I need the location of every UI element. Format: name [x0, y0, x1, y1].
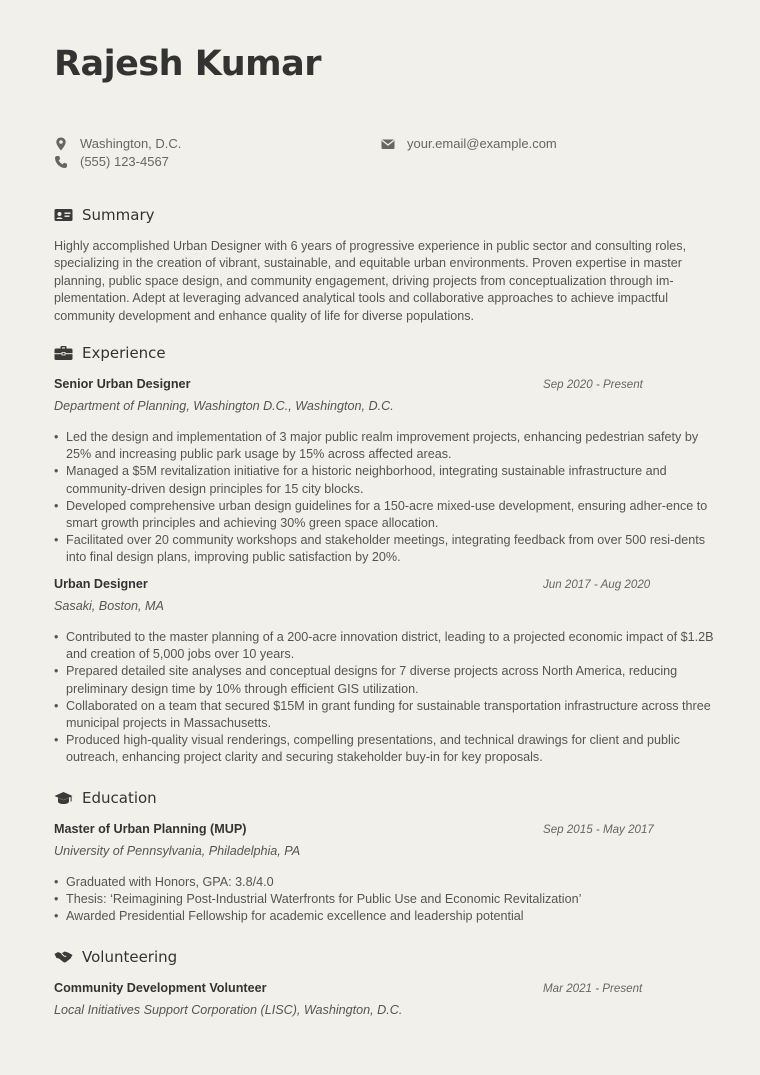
summary-text: Highly accomplished Urban Designer with 6 years of progressive experience in public sector and consulting roles, specializing in the creation of vibrant, sustainable, and equitable urban environments. Proven expertise in master planning, public space design, and community engagement, driving projects from conceptualization through im-plementation. Adept at leveraging advanced analytical tools and collaborative approaches to achieve impactful community development and enhance quality of life for diverse populations.	[54, 239, 687, 323]
candidate-name: Rajesh Kumar	[54, 44, 322, 84]
id-card-icon	[54, 207, 73, 223]
bullet-item: • Graduated with Honors, GPA: 3.8/4.0	[54, 874, 714, 891]
job-title: Senior Urban Designer	[54, 377, 191, 391]
bullet-item: • Facilitated over 20 community workshops and stakeholder meetings, integrating feedback from over 500 resi-dents into final design plans, improving public satisfaction by 20%.	[54, 532, 714, 566]
education-heading	[54, 789, 157, 807]
email-text[interactable]: your.email@example.com	[407, 136, 557, 151]
degree-title: Master of Urban Planning (MUP)	[54, 822, 247, 836]
envelope-icon	[381, 137, 395, 151]
job-bullets	[54, 629, 714, 767]
volunteer-date: Mar 2021 - Present	[543, 982, 643, 995]
briefcase-icon	[54, 345, 73, 361]
job-bullets	[54, 429, 714, 567]
phone-text: (555) 123-4567	[80, 154, 169, 169]
bullet-item: • Prepared detailed site analyses and conceptual designs for 7 diverse projects across North America, reducing preliminary design time by 10% through efficient GIS utilization.	[54, 663, 714, 697]
graduation-cap-icon	[54, 790, 73, 806]
job-organization: Department of Planning, Washington D.C., Washington, D.C.	[54, 399, 394, 413]
summary-heading-text: Summary	[82, 206, 155, 224]
bullet-item: • Developed comprehensive urban design guidelines for a 150-acre mixed-use development, ensuring adher-ence to smart growth principles and achieving 30% green space allocation.	[54, 498, 714, 532]
volunteer-organization: Local Initiatives Support Corporation (LISC), Washington, D.C.	[54, 1003, 403, 1017]
map-pin-icon	[54, 137, 68, 151]
volunteering-heading	[54, 948, 177, 966]
job-title: Urban Designer	[54, 577, 148, 591]
phone-icon	[54, 155, 68, 169]
bullet-item: • Awarded Presidential Fellowship for academic excellence and leadership potential	[54, 908, 714, 925]
school-name: University of Pennsylvania, Philadelphia, PA	[54, 844, 301, 858]
experience-heading-text: Experience	[82, 344, 166, 362]
summary-heading	[54, 206, 155, 224]
education-heading-text: Education	[82, 789, 157, 807]
contact-email	[381, 136, 557, 151]
handshake-icon	[54, 949, 73, 965]
location-text: Washington, D.C.	[80, 136, 182, 151]
education-bullets	[54, 874, 714, 926]
contact-phone	[54, 154, 169, 169]
contact-location	[54, 136, 181, 151]
bullet-item: • Led the design and implementation of 3 major public realm improvement projects, enhancing pedestrian safety by 25% and increasing public park usage by 15% across affected areas.	[54, 429, 714, 463]
bullet-item: • Thesis: ‘Reimagining Post-Industrial Waterfronts for Public Use and Economic Revitalization’	[54, 891, 714, 908]
job-organization: Sasaki, Boston, MA	[54, 599, 164, 613]
bullet-item: • Contributed to the master planning of a 200-acre innovation district, leading to a projected economic impact of $1.2B and creation of 5,000 jobs over 10 years.	[54, 629, 714, 663]
education-date: Sep 2015 - May 2017	[543, 823, 654, 836]
volunteer-title: Community Development Volunteer	[54, 981, 267, 995]
experience-heading	[54, 344, 166, 362]
bullet-item: • Produced high-quality visual renderings, compelling presentations, and technical drawings for client and public outreach, enhancing project clarity and securing stakeholder buy-in for key proposals.	[54, 732, 714, 766]
job-date: Jun 2017 - Aug 2020	[543, 578, 651, 591]
bullet-item: • Collaborated on a team that secured $15M in grant funding for sustainable transportation infrastructure across three municipal projects in Massachusetts.	[54, 698, 714, 732]
volunteering-heading-text: Volunteering	[82, 948, 178, 966]
job-date: Sep 2020 - Present	[543, 378, 643, 391]
bullet-item: • Managed a $5M revitalization initiative for a historic neighborhood, integrating sustainable infrastructure and community-driven design principles for 15 city blocks.	[54, 463, 714, 497]
